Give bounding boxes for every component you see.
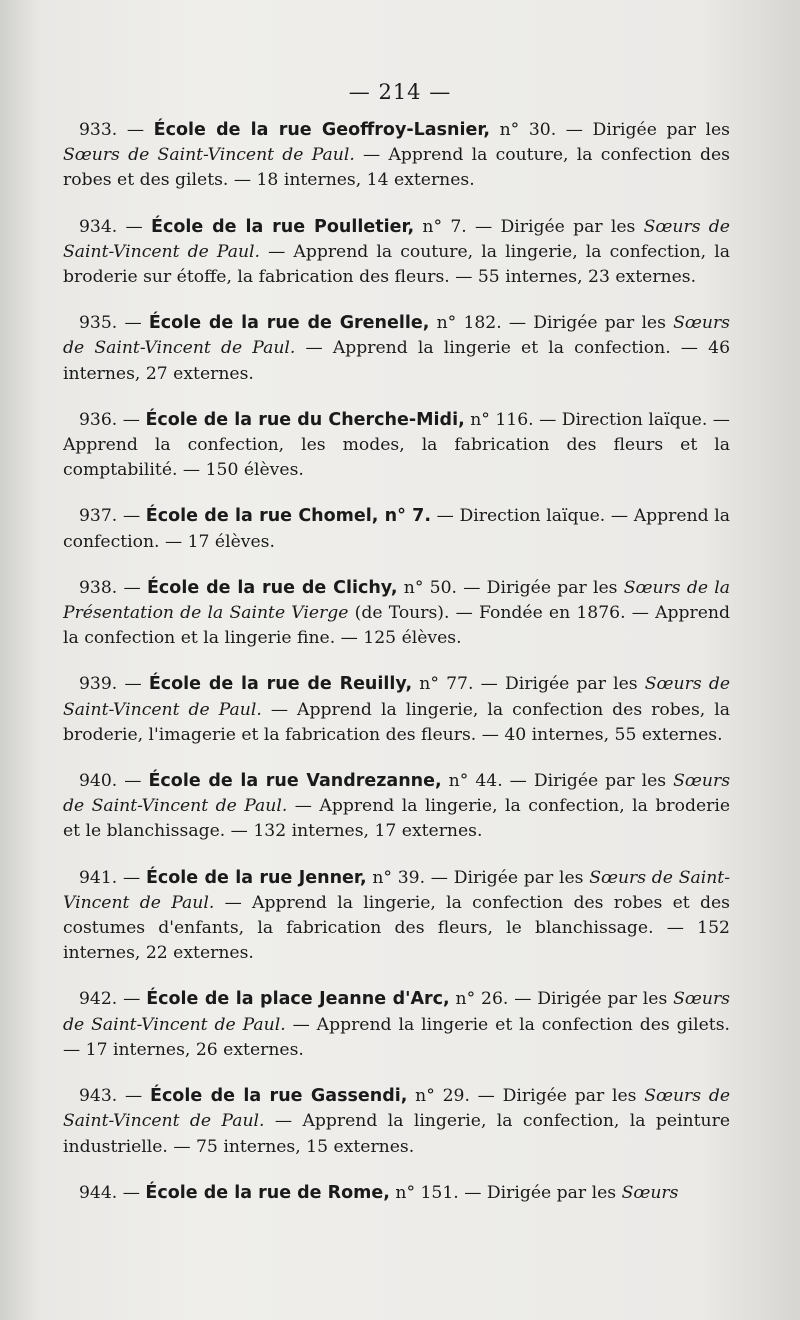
entry-name: École de la rue de Grenelle, (148, 313, 430, 334)
entry-name: École de la rue Jenner, (145, 867, 367, 888)
entry-number: 933. (79, 120, 118, 140)
entry-number: 942. (79, 989, 118, 1010)
entries-list (63, 118, 730, 1227)
entry-text: n° 182. — Dirigée par les (429, 313, 674, 334)
entry-rest: — Apprend la lingerie, la confection, la broderie et le blanchissage. — 132 internes, 17 externes. (63, 796, 731, 842)
entry-rest: — Apprend la couture, la confection des robes et des gilets. — 18 internes, 14 externes. (63, 145, 730, 191)
entry-direction: Sœurs de la Présentation de la Sainte Vierge (63, 577, 730, 624)
entry-number: 941. (79, 867, 118, 888)
entry-935: 935. — École de la rue de Grenelle, n° 182. — Dirigée par les Sœurs de Saint-Vincent de Paul. — Apprend la lingerie et la confection. — 46 internes, 27 externes. (63, 313, 731, 384)
entry-text: n° 77. — Dirigée par les (412, 674, 645, 695)
entry-text: n° 39. — Dirigée par les (366, 867, 590, 888)
entry-944: 944. — École de la rue de Rome, n° 151. — Dirigée par les Sœurs (79, 1182, 679, 1203)
entry-name: École de la rue Poulletier, (151, 216, 415, 237)
entry-text: n° 116. — Direction laïque. — Apprend la confection, les modes, la fabrication des fleurs et la comptabilité. — 150 élèves. (63, 409, 730, 481)
entry-name: École de la rue Gassendi, (149, 1086, 408, 1107)
entry-text: n° 7. — Dirigée par les (414, 216, 644, 237)
entry-name: École de la place Jeanne d'Arc, (146, 989, 450, 1010)
entry-number: 937. (79, 506, 118, 527)
entry-direction: Sœurs de Saint-Vincent de Paul. (63, 313, 730, 359)
entry-text: n° 50. — Dirigée par les (397, 577, 624, 598)
entry-number: 934. (79, 216, 118, 237)
entry-940: 940. — École de la rue Vandrezanne, n° 44. — Dirigée par les Sœurs de Saint-Vincent de Paul. — Apprend la lingerie, la confection, la broderie et le blanchissage. — 132 internes, 17 externes. (63, 771, 731, 842)
entry-rest: — Apprend la lingerie, la confection des robes et des costumes d'enfants, la fabrication des fleurs, le blanchissage. — 152 internes, 22 externes. (63, 892, 730, 964)
entry-rest: — Apprend la couture, la lingerie, la confection, la broderie sur étoffe, la fabrication des fleurs. — 55 internes, 23 externes. (63, 241, 731, 288)
entry-direction: Sœurs de Saint-Vincent de Paul. (63, 1086, 730, 1132)
entry-934: 934. — École de la rue Poulletier, n° 7. — Dirigée par les Sœurs de Saint-Vincent de Paul. — Apprend la couture, la lingerie, la confection, la broderie sur étoffe, la fabrication des fleurs. — 55 internes, 23 externes. (63, 216, 731, 288)
entry-number: 936. (79, 409, 118, 430)
entry-rest: — Apprend la lingerie et la confection. — 46 internes, 27 externes. (63, 338, 731, 384)
entry-name: École de la rue de Rome, (145, 1182, 390, 1203)
entry-942: 942. — École de la place Jeanne d'Arc, n° 26. — Dirigée par les Sœurs de Saint-Vincent de Paul. — Apprend la lingerie et la confection des gilets. — 17 internes, 26 externes. (63, 989, 730, 1060)
entry-939: 939. — École de la rue de Reuilly, n° 77. — Dirigée par les Sœurs de Saint-Vincent de Paul. — Apprend la lingerie, la confection des robes, la broderie, l'imagerie et la fabrication des fleurs. — 40 internes, 55 externes. (63, 674, 731, 745)
entry-number: 943. (79, 1086, 118, 1107)
entry-direction: Sœurs (621, 1182, 679, 1203)
entry-name: École de la rue de Clichy, (146, 577, 398, 598)
entry-direction: Sœurs de Saint-Vincent de Paul. (63, 216, 730, 262)
entry-number: 939. (79, 674, 118, 695)
entry-text: n° 30. — Dirigée par les (490, 120, 730, 140)
entry-direction: Sœurs de Saint-Vincent de Paul. (63, 674, 731, 720)
entry-943: 943. — École de la rue Gassendi, n° 29. — Dirigée par les Sœurs de Saint-Vincent de Paul. — Apprend la lingerie, la confection, la peinture industrielle. — 75 internes, 15 externes. (63, 1086, 730, 1157)
entry-name: École de la rue de Reuilly, (148, 674, 413, 695)
entry-direction: Sœurs de Saint-Vincent de Paul. (63, 989, 730, 1035)
entry-text: n° 44. — Dirigée par les (441, 771, 674, 792)
entry-number: 935. (79, 313, 118, 334)
entry-number: 938. (79, 577, 118, 598)
entry-933: 933. — École de la rue Geoffroy-Lasnier, n° 30. — Dirigée par les Sœurs de Saint-Vincent de Paul. — Apprend la couture, la confection des robes et des gilets. — 18 internes, 14 externes. (63, 120, 730, 191)
entry-text: n° 29. — Dirigée par les (407, 1086, 645, 1107)
entry-direction: Sœurs de Saint-Vincent de Paul. (63, 867, 731, 913)
entry-name: École de la rue Chomel, n° 7. (145, 506, 431, 527)
entry-rest: — Apprend la lingerie, la confection, la peinture industrielle. — 75 internes, 15 externes. (63, 1111, 730, 1157)
entry-936: 936. — École de la rue du Cherche-Midi, n° 116. — Direction laïque. — Apprend la confection, les modes, la fabrication des fleurs et la comptabilité. — 150 élèves. (63, 409, 730, 481)
entry-938: 938. — École de la rue de Clichy, n° 50. — Dirigée par les Sœurs de la Présentation de la Sainte Vierge (de Tours). — Fondée en 1876. — Apprend la confection et la lingerie fine. — 125 élèves. (63, 577, 730, 649)
entry-rest: (de Tours). — Fondée en 1876. — Apprend la confection et la lingerie fine. — 125 élèves. (63, 603, 730, 649)
entry-text: — Direction laïque. — Apprend la confection. — 17 élèves. (63, 506, 730, 552)
entry-name: École de la rue Vandrezanne, (148, 771, 442, 792)
entry-rest: — Apprend la lingerie et la confection des gilets. — 17 internes, 26 externes. (63, 1014, 730, 1060)
entry-number: 944. (79, 1182, 118, 1203)
page-number: — 214 — (348, 80, 452, 104)
entry-text: n° 26. — Dirigée par les (449, 989, 674, 1010)
entry-text: n° 151. — Dirigée par les (389, 1182, 622, 1203)
entry-name: École de la rue du Cherche-Midi, (145, 409, 465, 430)
entry-number: 940. (79, 771, 118, 792)
entry-name: École de la rue Geoffroy-Lasnier, (153, 120, 491, 140)
entry-rest: — Apprend la lingerie, la confection des robes, la broderie, l'imagerie et la fabrication des fleurs. — 40 internes, 55 externes. (63, 699, 731, 745)
entry-937: 937. — École de la rue Chomel, n° 7. — Direction laïque. — Apprend la confection. — 17 élèves. (63, 506, 730, 552)
entry-941: 941. — École de la rue Jenner, n° 39. — Dirigée par les Sœurs de Saint-Vincent de Paul. — Apprend la lingerie, la confection des robes et des costumes d'enfants, la fabrication des fleurs, le blanchissage. — 152 internes, 22 externes. (63, 867, 731, 964)
entry-direction: Sœurs de Saint-Vincent de Paul. (63, 771, 731, 817)
entry-direction: Sœurs de Saint-Vincent de Paul. (63, 145, 355, 166)
